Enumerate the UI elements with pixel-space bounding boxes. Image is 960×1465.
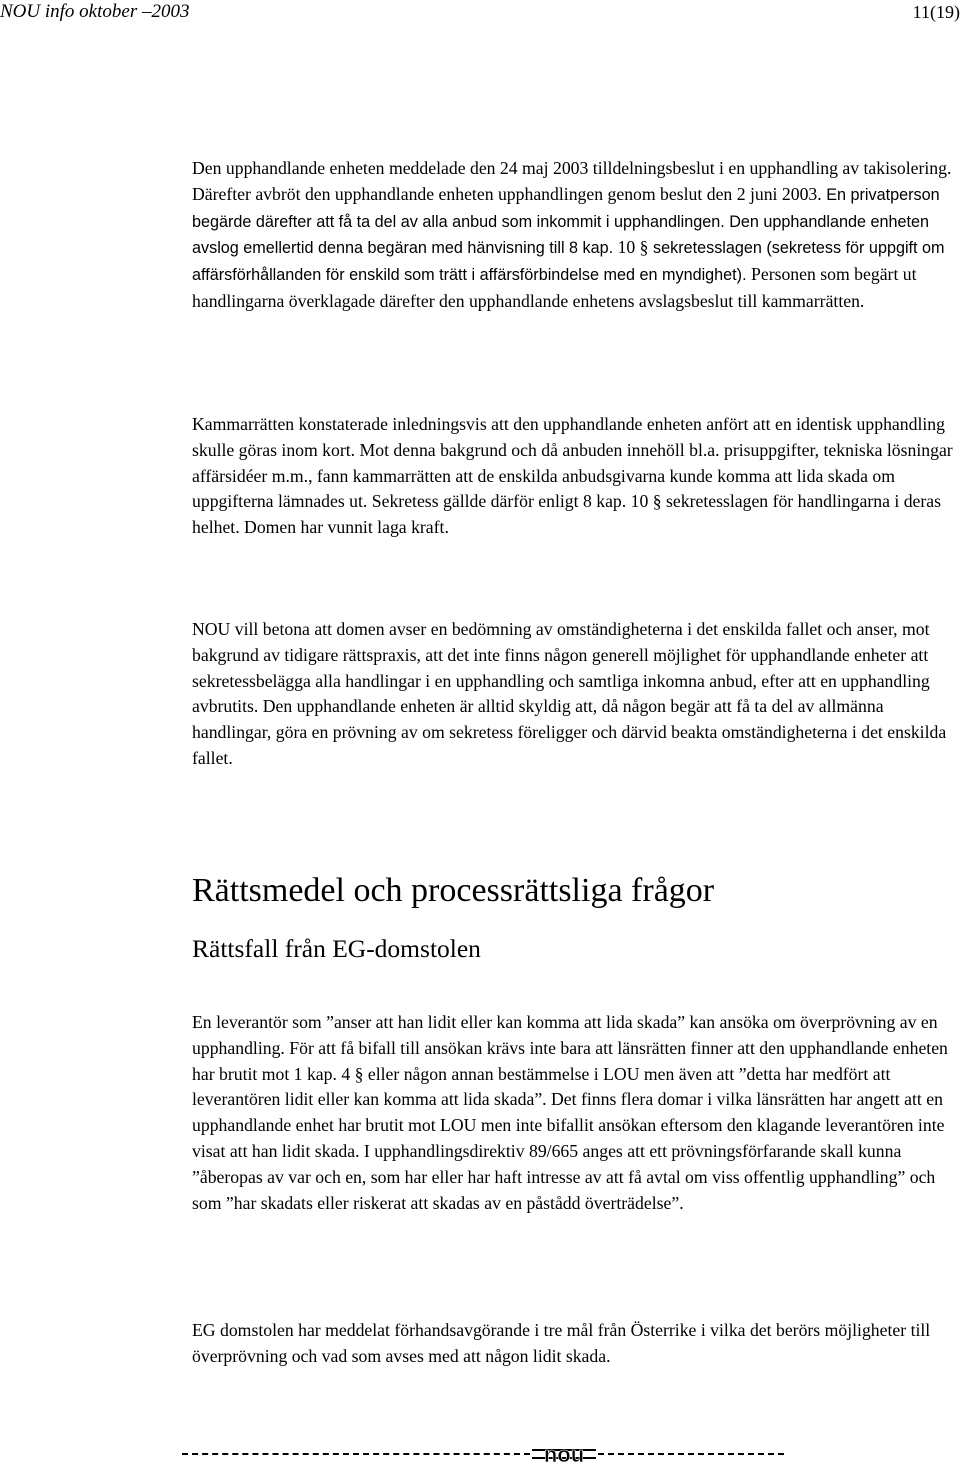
nou-logo xyxy=(532,1443,596,1465)
paragraph-1 xyxy=(192,156,960,315)
paragraph-1-part-a: Den upphandlande enheten meddelade den 24 maj 2003 tilldelningsbeslut i en upphandling av takisolering. Därefter avbröt den upphandlande enheten upphandlingen genom beslut den 2 juni 2003. xyxy=(192,158,952,204)
footer-rule-right xyxy=(598,1453,784,1457)
paragraph-5: EG domstolen har meddelat förhandsavgörande i tre mål från Österrike i vilka det berörs möjligheter till överprövning och vad som avses med att någon lidit skada. xyxy=(192,1320,931,1366)
paragraph-3: NOU vill betona att domen avser en bedömning av omständigheterna i det enskilda fallet och anser, mot bakgrund av tidigare rättspraxis, att det inte finns någon generell möjlighet för upphandlande enheter att sekretessbelägga alla handlingar i en upphandling och samtliga inkomna anbud, efter att en upphandling avbrutits. Den upphandlande enheten är alltid skyldig att, då någon begär att få ta del av allmänna handlingar, göra en prövning av om sekretess föreligger och därvid beakta omständigheterna i det enskilda fallet. xyxy=(192,619,947,768)
page-header xyxy=(0,0,960,24)
footer-rule-left xyxy=(182,1453,530,1457)
paragraph-2-part-a: Kammarrätten konstaterade inledningsvis att den upphandlande enheten anfört att en identisk upphandling skulle göras inom kort. Mot denna bakgrund och då anbuden innehöll bl.a. prisuppgifter, tekniska lösningar affärsidéer m.m., fann kammarrätten att de enskilda anbudsgivarna kunde komma att lida skada om uppgifterna lämnades ut. Sekretess gällde därför enligt 8 kap. 10 xyxy=(192,414,953,512)
nou-logo-text: nou xyxy=(543,1443,585,1465)
paragraph-1-part-d: sekretesslagen (sekretess för uppgift om affärsförhållanden för enskild som trätt i affärsförbindelse med en myndighet). xyxy=(192,239,945,285)
paragraph-1-part-c: 10 xyxy=(613,237,640,258)
paragraph-2 xyxy=(192,412,960,541)
paragraph-4-part-b: eller någon annan bestämmelse i LOU men även att ”detta har medfört att leverantören lidit eller kan komma att lida skada”. Det finns flera domar i vilka länsrätten har angett att en upphandlande enhet har brutit mot LOU men inte bifallit ansökan eftersom den klagande leverantören inte visat att han lidit skada. I upphandlingsdirektiv 89/665 anges att ett prövningsförfarande skall kunna ”åberopas av var och en, som har eller har haft intresse av att få avtal om viss offentlig upphandling” och som ”har skadats eller riskerat att skadas av en påstådd överträdelse”. xyxy=(192,1063,945,1213)
paragraph-1-part-b: En privatperson begärde därefter att få ta del av alla anbud som inkommit i upphandlingen. Den upphandlande enheten avslog emellertid denna begäran med hänvisning till 8 kap. xyxy=(192,185,940,258)
section-heading: Rättsmedel och processrättsliga frågor xyxy=(192,872,715,909)
section-symbol: § xyxy=(652,491,662,512)
paragraph-4 xyxy=(192,1010,960,1216)
page-number: 11(19) xyxy=(912,2,960,22)
publication-title: NOU info oktober –2003 xyxy=(0,1,190,22)
paragraph-2-part-b: sekretesslagen för handlingarna i deras helhet. Domen har vunnit laga kraft. xyxy=(192,491,942,538)
subsection-heading: Rättsfall från EG-domstolen xyxy=(192,934,481,963)
paragraph-1-part-e: Personen som begärt ut handlingarna överklagade därefter den upphandlande enhetens avslagsbeslut till kammarrätten. xyxy=(192,264,917,311)
section-symbol: § xyxy=(354,1063,364,1084)
section-symbol: § xyxy=(639,237,649,258)
paragraph-4-part-a: En leverantör som ”anser att han lidit eller kan komma att lida skada” kan ansöka om överprövning av en upphandling. För att få bifall till ansökan krävs inte bara att länsrätten finner att den upphandlande enheten har brutit mot 1 kap. 4 xyxy=(192,1012,948,1084)
